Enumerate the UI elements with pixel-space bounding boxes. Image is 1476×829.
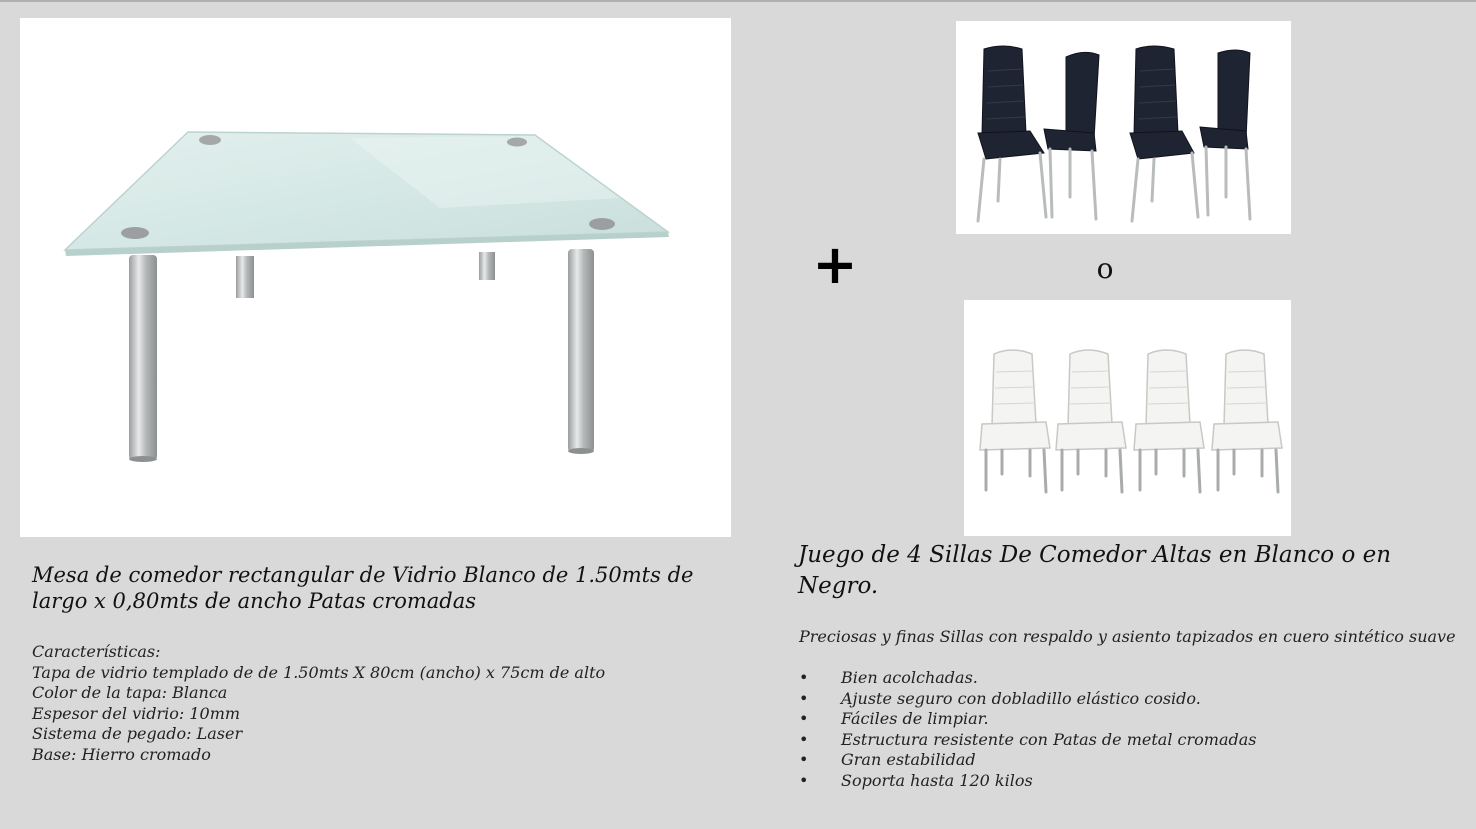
chairs-description: Preciosas y finas Sillas con respaldo y asiento tapizados en cuero sintético suave bbox=[799, 627, 1456, 646]
chairs-feature-list bbox=[799, 668, 1459, 791]
black-chairs-image bbox=[956, 21, 1291, 234]
feature-item: • Soporta hasta 120 kilos bbox=[799, 771, 1459, 792]
feature-item: • Ajuste seguro con dobladillo elástico cosido. bbox=[799, 689, 1459, 710]
feature-item: • Estructura resistente con Patas de metal cromadas bbox=[799, 730, 1459, 751]
white-chairs-photo bbox=[964, 300, 1291, 536]
table-title: Mesa de comedor rectangular de Vidrio Blanco de 1.50mts de largo x 0,80mts de ancho Patas cromadas bbox=[32, 563, 694, 613]
white-chairs-image bbox=[964, 300, 1291, 536]
spec-line: Espesor del vidrio: 10mm bbox=[32, 703, 241, 723]
plus-sign: + bbox=[812, 233, 858, 296]
top-divider bbox=[0, 0, 1476, 2]
table-photo bbox=[20, 18, 731, 537]
spec-line: Características: bbox=[32, 642, 161, 661]
spec-line: Color de la tapa: Blanca bbox=[32, 683, 228, 702]
chairs-title: Juego de 4 Sillas De Comedor Altas en Blanco o en Negro. bbox=[798, 542, 1392, 599]
feature-item: • Bien acolchadas. bbox=[799, 668, 1459, 689]
spec-line: Base: Hierro cromado bbox=[32, 744, 211, 764]
spec-line: Tapa de vidrio templado de de 1.50mts X 80cm (ancho) x 75cm de alto bbox=[32, 662, 606, 682]
glass-table-image bbox=[20, 18, 731, 537]
feature-item: • Gran estabilidad bbox=[799, 750, 1459, 771]
spec-line: Sistema de pegado: Laser bbox=[32, 724, 243, 743]
table-specs bbox=[32, 642, 752, 765]
feature-item: • Fáciles de limpiar. bbox=[799, 709, 1459, 730]
black-chairs-photo bbox=[956, 21, 1291, 234]
or-label: o bbox=[1096, 252, 1114, 285]
